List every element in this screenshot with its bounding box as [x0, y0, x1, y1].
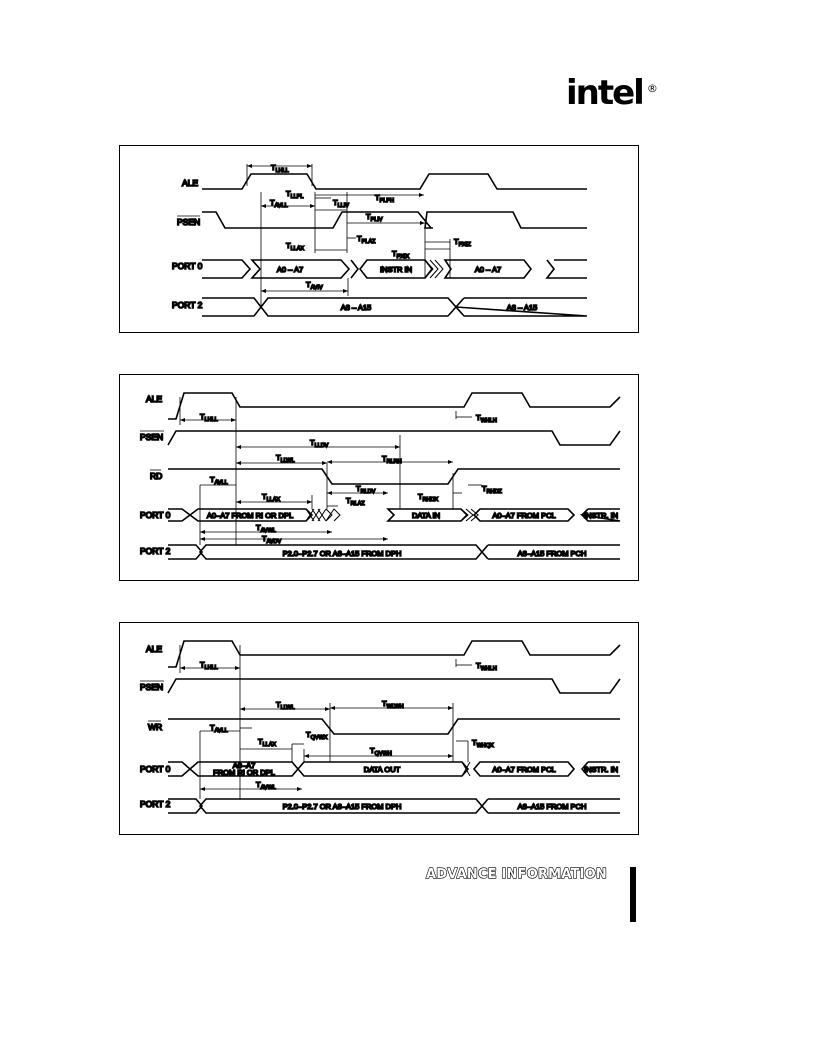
signal-wr: WR	[148, 722, 163, 732]
timing-plaz: $T_{PLAZ}$	[357, 234, 376, 245]
timing-whlh: $T_{WHLH}$	[476, 661, 497, 672]
timing-avll: $T_{AVLL}$	[210, 475, 228, 486]
timing-lldv: $T_{LLDV}$	[310, 438, 329, 449]
timing-avwl: $T_{AVWL}$	[256, 780, 276, 791]
port0-data-out: DATA OUT	[363, 765, 401, 774]
port0-instr-in: INSTR. IN	[583, 765, 619, 774]
port0-addr-line2: FROM RI OR DPL	[213, 768, 275, 777]
signal-port2: PORT 2	[172, 300, 203, 310]
timing-lhll: $T_{LHLL}$	[271, 163, 289, 174]
signal-ale: ALE	[146, 394, 163, 404]
timing-llwl: $T_{LLWL}$	[276, 700, 295, 711]
timing-lhll: $T_{LHLL}$	[200, 412, 218, 423]
timing-pxix: $T_{PXIX}$	[392, 249, 410, 260]
timing-qvwh: $T_{QVWH}$	[370, 746, 392, 757]
port0-instr-in: INSTR IN	[379, 265, 413, 274]
timing-avwl: $T_{AVWL}$	[256, 523, 276, 534]
port0-instr-in: INSTR. IN	[583, 511, 619, 520]
timing-llax: $T_{LLAX}$	[286, 241, 305, 252]
timing-rhdz: $T_{RHDZ}$	[482, 484, 502, 495]
timing-whlh: $T_{WHLH}$	[476, 413, 497, 424]
timing-diagram-data-read	[119, 374, 639, 581]
port2-addr-dph: P2.0–P2.7 OR A8–A15 FROM DPH	[282, 802, 402, 811]
advance-information-label: ADVANCE INFORMATION	[426, 867, 608, 882]
port2-addr-high-2: A8 – A15	[506, 303, 538, 312]
signal-ale: ALE	[182, 178, 199, 188]
signal-psen: PSEN	[140, 432, 164, 442]
timing-plph: $T_{PLPH}$	[375, 193, 394, 204]
signal-psen: PSEN	[140, 682, 164, 692]
registered-mark: ®	[646, 81, 658, 95]
timing-wlwh: $T_{WLWH}$	[382, 699, 404, 710]
signal-port2: PORT 2	[140, 799, 171, 809]
signal-port0: PORT 0	[140, 764, 171, 774]
signal-port2: PORT 2	[140, 546, 171, 556]
timing-qvwx: $T_{QVWX}$	[306, 730, 328, 741]
logo-text: intel	[566, 73, 643, 113]
margin-bar	[630, 867, 636, 922]
timing-rlaz: $T_{RLAZ}$	[346, 496, 365, 507]
port2-addr-pch: A8–A15 FROM PCH	[517, 802, 587, 811]
port0-addr-ri-dpl: A0–A7 FROM RI OR DPL	[206, 511, 294, 520]
port0-addr-low-2: A0 – A7	[474, 265, 502, 274]
timing-rlrh: $T_{RLRH}$	[382, 454, 402, 465]
port0-addr-pcl: A0–A7 FROM PCL	[492, 511, 556, 520]
port2-addr-high: A8 – A15	[340, 303, 372, 312]
port2-addr-dph: P2.0–P2.7 OR A8–A15 FROM DPH	[282, 549, 402, 558]
timing-diagram-data-write	[119, 622, 639, 835]
signal-ale: ALE	[146, 644, 163, 654]
timing-rhdx: $T_{RHDX}$	[418, 492, 439, 503]
timing-llax: $T_{LLAX}$	[258, 737, 277, 748]
signal-psen: PSEN	[177, 217, 201, 227]
port0-data-in: DATA IN	[411, 511, 441, 520]
timing-whqx: $T_{WHQX}$	[472, 738, 494, 749]
timing-llax: $T_{LLAX}$	[262, 492, 281, 503]
intel-logo	[566, 73, 658, 113]
timing-diagram-program-read	[119, 145, 639, 333]
timing-aviv: $T_{AVIV}$	[306, 280, 323, 291]
port0-addr-line1: A0–A7	[232, 761, 256, 770]
signal-port0: PORT 0	[172, 261, 203, 271]
port0-addr-low: A0 – A7	[276, 265, 304, 274]
timing-avll: $T_{AVLL}$	[270, 198, 288, 209]
timing-pxiz: $T_{PXIZ}$	[454, 237, 471, 248]
timing-pliv: $T_{PLIV}$	[366, 212, 383, 223]
timing-llpl: $T_{LLPL}$	[286, 189, 304, 200]
port2-addr-pch: A8–A15 FROM PCH	[517, 549, 587, 558]
timing-lliv: $T_{LLIV}$	[333, 198, 349, 209]
timing-llwl: $T_{LLWL}$	[276, 453, 295, 464]
timing-avdv: $T_{AVDV}$	[262, 534, 282, 545]
signal-rd: RD	[150, 471, 163, 481]
timing-lhll: $T_{LHLL}$	[200, 660, 218, 671]
timing-avll: $T_{AVLL}$	[210, 723, 228, 734]
timing-rldv: $T_{RLDV}$	[356, 484, 376, 495]
port0-addr-pcl: A0–A7 FROM PCL	[492, 765, 556, 774]
signal-port0: PORT 0	[140, 510, 171, 520]
